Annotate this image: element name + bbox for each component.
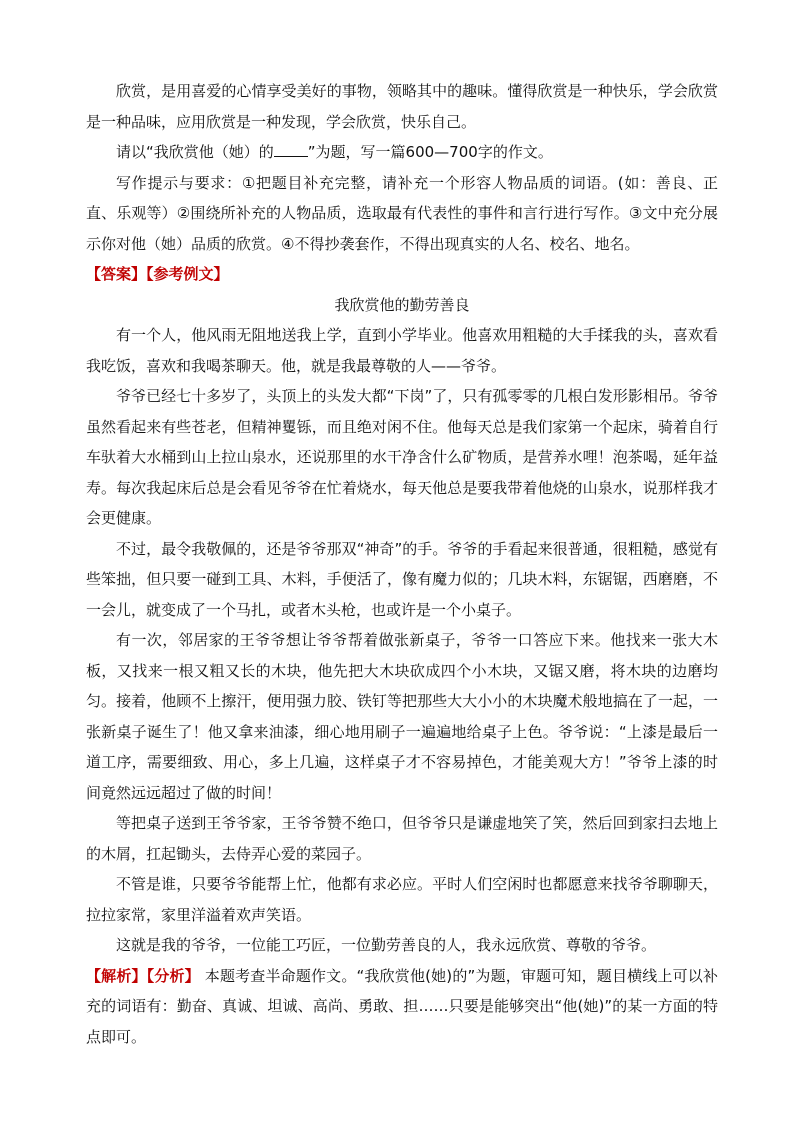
essay-title: 我欣赏他的勤劳善良 [334, 295, 470, 314]
essay-paragraph-6: 不管是谁，只要爷爷能帮上忙，他都有求必应。平时人们空闲时也都愿意来找爷爷聊聊天，拉拉家常，家里洋溢着欢声笑语。 [86, 875, 718, 924]
essay-paragraph-7: 这就是我的爷爷，一位能工巧匠，一位勤劳善良的人，我永远欣赏、尊敬的爷爷。 [116, 936, 657, 954]
title-blank [274, 142, 308, 157]
essay-paragraph-3: 不过，最令我敬佩的，还是爷爷那双“神奇”的手。爷爷的手看起来很普通，很粗糙，感觉有些笨拙，但只要一碰到工具、木料，手便活了，像有魔力似的；几块木料，东锯锯，西磨磨，不一会儿，就变成了一个马扎，或者木头枪，也或许是一个小桌子。 [86, 539, 718, 619]
document-page [86, 76, 718, 1052]
prompt-task [86, 137, 718, 168]
essay-paragraph-4: 有一次，邻居家的王爷爷想让爷爷帮着做张新桌子，爷爷一口答应下来。他找来一张大木板，又找来一根又粗又长的木块，他先把大木块砍成四个小木块，又锯又磨，将木块的边磨均匀。接着，他顾不上擦汗，便用强力胶、铁钉等把那些大大小小的木块魔术般地搞在了一起，一张新桌子诞生了！他又拿来油漆，细心地用刷子一遍遍地给桌子上色。爷爷说：“上漆是最后一道工序，需要细致、用心，多上几遍，这样桌子才不容易掉色，才能美观大方！”爷爷上漆的时间竟然远远超过了做的时间！ [86, 631, 718, 802]
analysis-paragraph [86, 961, 718, 1053]
essay-paragraph-5: 等把桌子送到王爷爷家，王爷爷赞不绝口，但爷爷只是谦虚地笑了笑，然后回到家扫去地上的木屑，扛起锄头，去侍弄心爱的菜园子。 [86, 814, 718, 863]
prompt-intro: 欣赏，是用喜爱的心情享受美好的事物，领略其中的趣味。懂得欣赏是一种快乐，学会欣赏是一种品味，应用欣赏是一种发现，学会欣赏，快乐自己。 [86, 82, 718, 131]
prompt-task-after: ”为题，写一篇600—700字的作文。 [307, 143, 553, 161]
answer-tag: 【答案】【参考例文】 [86, 265, 229, 283]
essay-paragraph-2: 爷爷已经七十多岁了，头顶上的头发大都“下岗”了，只有孤零零的几根白发形影相吊。爷爷虽然看起来有些苍老，但精神矍铄，而且绝对闲不住。他每天总是我们家第一个起床，骑着自行车驮着大水桶到山上拉山泉水，还说那里的水干净含什么矿物质，是营养水哩！泡茶喝，延年益寿。每次我起床后总是会看见爷爷在忙着烧水，每天他总是要我带着他烧的山泉水，说那样我才会更健康。 [86, 387, 718, 527]
analysis-text: 本题考查半命题作文。“我欣赏他(她)的”为题，审题可知，题目横线上可以补充的词语有：勤奋、真诚、坦诚、高尚、勇敢、担……只要是能够突出“他(她)”的某一方面的特点即可。 [86, 966, 718, 1046]
prompt-task-before: 请以“我欣赏他（她）的 [116, 143, 274, 161]
essay-paragraph-1: 有一个人，他风雨无阻地送我上学，直到小学毕业。他喜欢用粗糙的大手揉我的头，喜欢看我吃饭，喜欢和我喝茶聊天。他，就是我最尊敬的人——爷爷。 [86, 326, 718, 375]
analysis-tag: 【解析】【分析】 [86, 966, 200, 985]
prompt-requirements: 写作提示与要求：①把题目补充完整，请补充一个形容人物品质的词语。(如：善良、正直、乐观等）②围绕所补充的人物品质，选取最有代表性的事件和言行进行写作。③文中充分展示你对他（她）品质的欣赏。④不得抄袭套作，不得出现真实的人名、校名、地名。 [86, 173, 718, 253]
